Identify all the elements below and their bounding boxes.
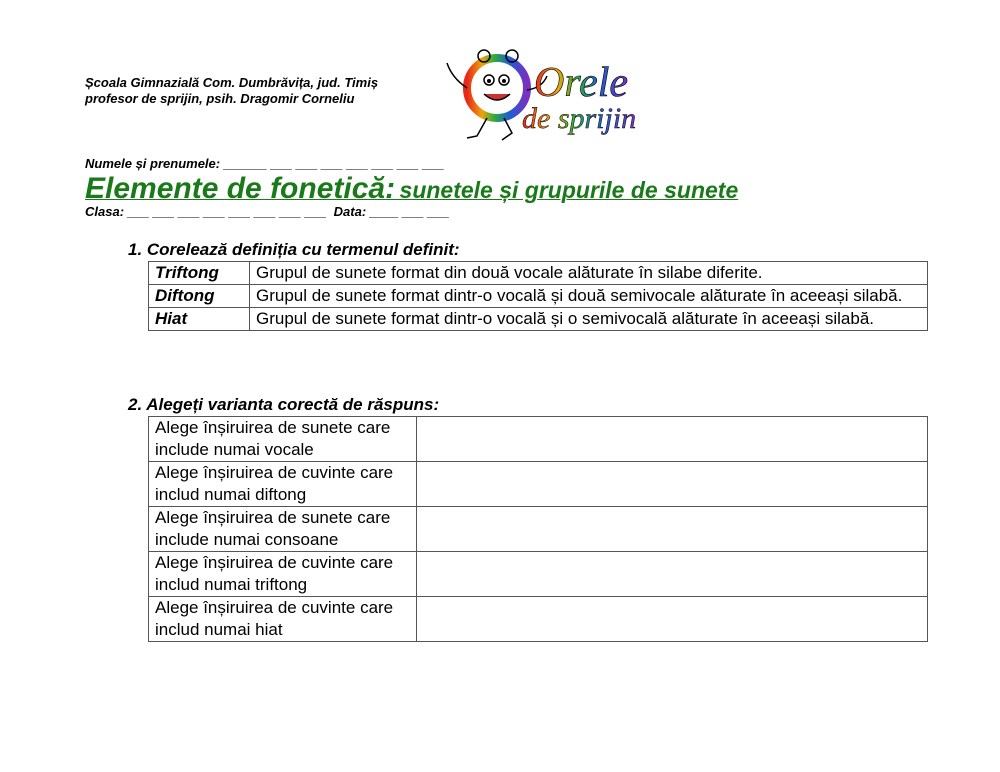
logo-text-orele: Orele (534, 60, 629, 106)
prompt-cell: Alege înșiruirea de cuvinte care includ numai diftong (149, 462, 417, 507)
answer-cell[interactable] (417, 552, 928, 597)
table-row (149, 507, 928, 552)
answer-cell[interactable] (417, 462, 928, 507)
title-sub: sunetele și grupurile de sunete (399, 177, 739, 203)
definitions-table (148, 261, 928, 331)
class-line: Clasa: ___ ___ ___ ___ ___ ___ ___ ___ Data: ____ ___ ___ (85, 204, 450, 219)
school-header (85, 75, 378, 107)
page-title (85, 172, 738, 206)
choices-table (148, 416, 928, 642)
table-row (149, 462, 928, 507)
logo-text-de-sprijin: de sprijin (522, 102, 637, 135)
prompt-cell: Alege înșiruirea de sunete care include numai consoane (149, 507, 417, 552)
table-row (149, 597, 928, 642)
term-cell: Triftong (149, 262, 250, 285)
prompt-cell: Alege înșiruirea de sunete care include numai vocale (149, 417, 417, 462)
answer-cell[interactable] (417, 417, 928, 462)
answer-cell[interactable] (417, 507, 928, 552)
question-2-heading: 2. Alegeți varianta corectă de răspuns: (128, 395, 440, 414)
table-row (149, 552, 928, 597)
prompt-cell: Alege înșiruirea de cuvinte care includ numai hiat (149, 597, 417, 642)
definition-cell: Grupul de sunete format dintr-o vocală și o semivocală alăturate în aceeași silabă. (250, 308, 928, 331)
question-1-heading: 1. Corelează definiția cu termenul definit: (128, 240, 460, 259)
term-cell: Diftong (149, 285, 250, 308)
definition-cell: Grupul de sunete format dintr-o vocală și două semivocale alăturate în aceeași silabă. (250, 285, 928, 308)
teacher-name: profesor de sprijin, psih. Dragomir Corneliu (85, 91, 355, 106)
term-cell: Hiat (149, 308, 250, 331)
answer-cell[interactable] (417, 597, 928, 642)
table-row (149, 285, 928, 308)
prompt-cell: Alege înșiruirea de cuvinte care includ numai triftong (149, 552, 417, 597)
orele-de-sprijin-logo (442, 48, 692, 148)
title-main: Elemente de fonetică: (85, 172, 396, 205)
name-line: Numele și prenumele: ______ ___ ___ ___ ___ ___ ___ ___ (85, 156, 445, 171)
table-row (149, 262, 928, 285)
school-name: Școala Gimnazială Com. Dumbrăvița, jud. Timiș (85, 75, 379, 90)
definition-cell: Grupul de sunete format din două vocale alăturate în silabe diferite. (250, 262, 928, 285)
table-row (149, 308, 928, 331)
table-row (149, 417, 928, 462)
